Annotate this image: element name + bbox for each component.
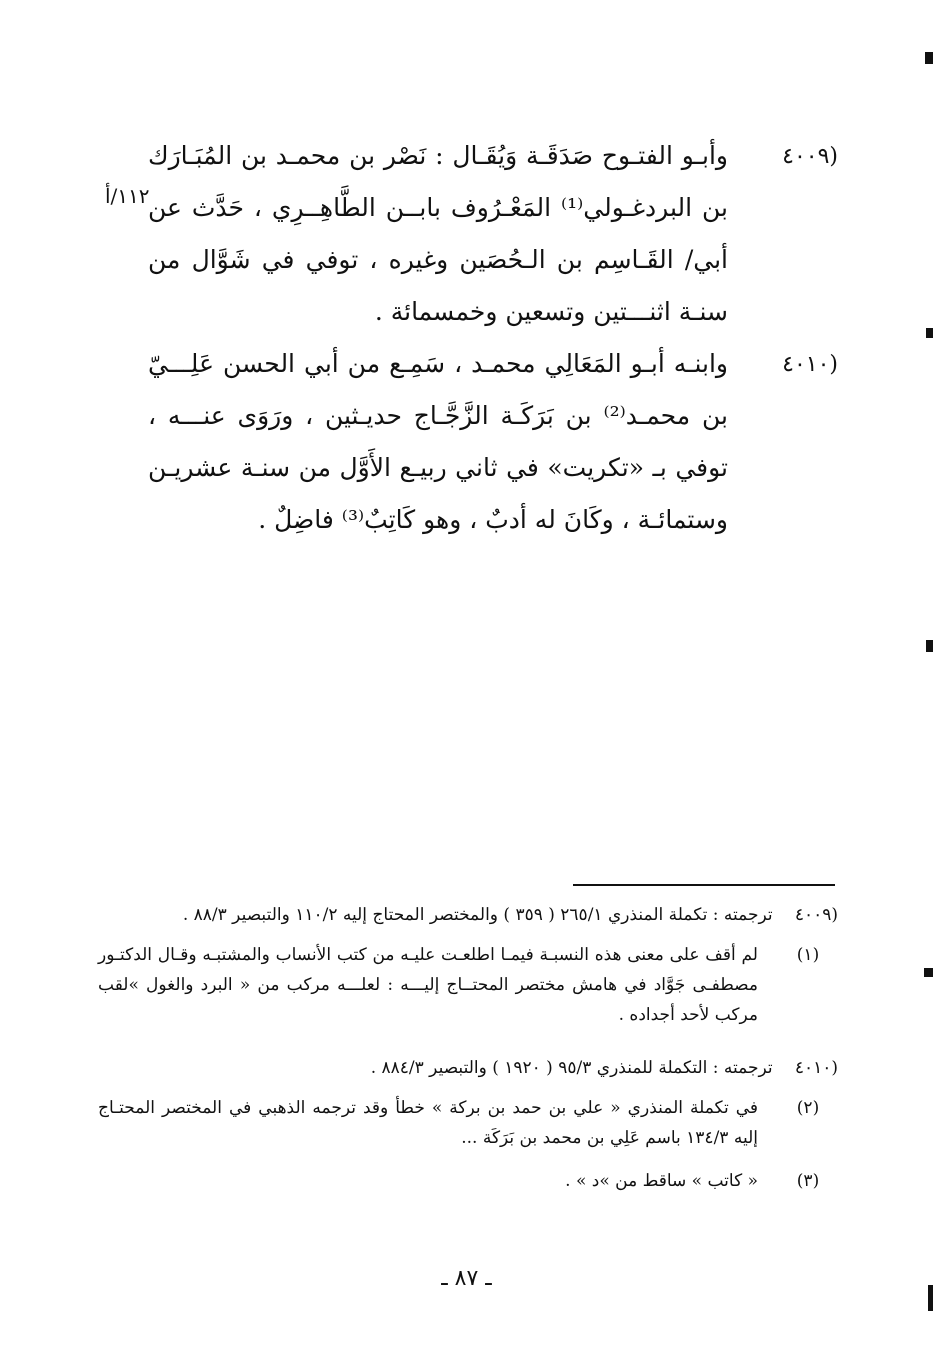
entry-number: (٤٠٠٩ bbox=[782, 144, 838, 169]
footnote-text: ترجمته : تكملة المنذري ٢٦٥/١ ( ٣٥٩ ) والمختصر المحتاج إليه ١١٠/٢ والتبصير ٨٨/٣ . bbox=[182, 905, 773, 925]
scan-edge-mark bbox=[928, 1285, 933, 1311]
footnote-source-4009 bbox=[98, 900, 838, 930]
footnote-entry-number: (٤٠١٠ bbox=[794, 1058, 838, 1078]
footnote-number: (٣) bbox=[796, 1171, 820, 1191]
footnote-text: لم أقف على معنى هذه النسبـة فيمـا اطلعـت عليـه من كتب الأنساب والمشتبـه وقـال الدكتـور مصطفـى جَوَّاد في هامش مختصر المحتــاج إليـــه : لعلـــه مركب من « البرد والغول »لقب مركب لأحد أجداده . bbox=[98, 945, 758, 1025]
footnote-text: في تكملة المنذري « علي بن حمد بن بركة » خطأ وقد ترجمه الذهبي في المختصر المحتـاج إليه ١٣٤/٣ باسم عَلِي بن محمد بن بَرَكَة ... bbox=[98, 1098, 758, 1148]
scan-edge-mark bbox=[926, 328, 933, 338]
footnote-number: (٢) bbox=[796, 1098, 820, 1118]
biography-entry-4010 bbox=[148, 338, 838, 546]
footnote-separator bbox=[573, 884, 835, 886]
footnote-1 bbox=[98, 940, 820, 1030]
footnote-source-4010 bbox=[98, 1053, 838, 1083]
entry-number: (٤٠١٠ bbox=[782, 352, 838, 377]
entry-text: وأبـو الفتـوح صَدَقَـة وَيُقَـال : نَصْر بن محمـد بن المُبَـارَك بن البردغـولي⁽¹⁾ المَعْـرُوف بابــن الطَّاهِــرِي ، حَدَّث عن أبي/ القَـاسِم بن الـحُصَين وغيره ، توفي في شَوَّال من سنـة اثنـــتين وتسعين وخمسمائة . bbox=[148, 141, 728, 326]
scan-edge-mark bbox=[925, 52, 933, 64]
entry-text: وابنـه أبـو المَعَالِي محمـد ، سَمِـع من أبي الحسن عَلِـــيّ بن محمـد⁽²⁾ بن بَرَكَـة الزَّجَّـاج حديـثين ، ورَوَى عنـــه ، توفي بـ «تكريت» في ثاني ربيـع الأَوَّل من سنـة عشريـن وستمائـة ، وكَانَ له أدبٌ ، وهو كَاتِبٌ⁽³⁾ فاضِلٌ . bbox=[148, 349, 728, 534]
scan-edge-mark bbox=[924, 968, 933, 977]
footnote-number: (١) bbox=[796, 945, 820, 965]
page-number: ـ ٨٧ ـ bbox=[441, 1266, 492, 1291]
footnote-text: ترجمته : التكملة للمنذري ٩٥/٣ ( ١٩٢٠ ) والتبصير ٨٨٤/٣ . bbox=[370, 1058, 773, 1078]
footnote-3 bbox=[98, 1166, 820, 1196]
footnote-2 bbox=[98, 1093, 820, 1153]
manuscript-folio-note: ١١٢/أ bbox=[105, 184, 150, 208]
biography-entry-4009 bbox=[148, 130, 838, 338]
footnote-entry-number: (٤٠٠٩ bbox=[794, 905, 838, 925]
footnote-text: « كاتب » ساقط من »د » . bbox=[565, 1171, 758, 1191]
scan-edge-mark bbox=[926, 640, 933, 652]
